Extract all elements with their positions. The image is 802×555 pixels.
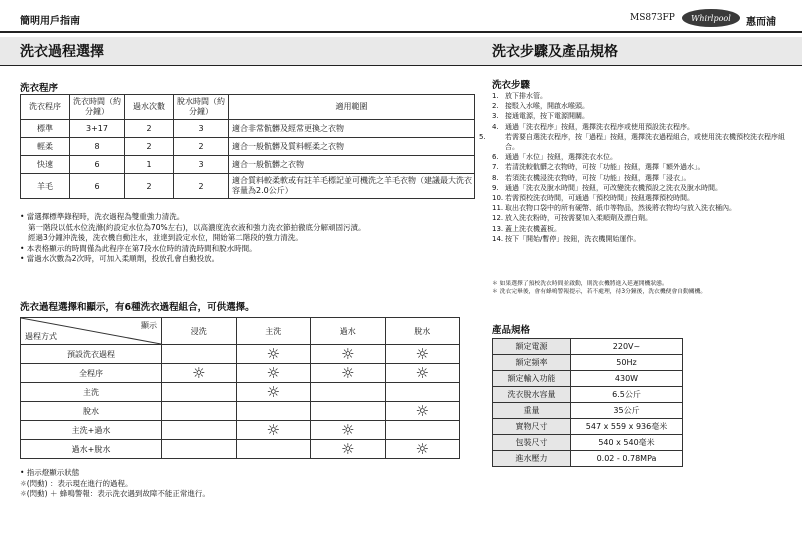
col-header: 脫水 bbox=[385, 318, 460, 345]
table-row bbox=[21, 345, 460, 364]
corner-top-label: 顯示 bbox=[141, 321, 157, 330]
step-text: 通過「洗衣及脫水時間」按鈕，可改變洗衣機預設之洗衣及脫水時間。 bbox=[505, 183, 722, 192]
indicator-light-icon: ☼ bbox=[415, 345, 429, 363]
spec-key: 重量 bbox=[493, 403, 571, 419]
col-header: 過水 bbox=[311, 318, 386, 345]
step-item bbox=[492, 101, 792, 111]
step-number: 4. bbox=[492, 122, 499, 131]
legend-line: • 指示燈顯示狀態 bbox=[20, 468, 80, 477]
step-text: 若須洗衣機浸洗衣物時，可按「功能」按鈕，選擇「浸衣」。 bbox=[505, 173, 691, 182]
col-header: 脫水時間（約分鐘） bbox=[174, 95, 229, 120]
program-heading: 洗衣程序 bbox=[20, 83, 59, 94]
spec-key: 額定頻率 bbox=[493, 355, 571, 371]
step-item bbox=[492, 213, 792, 223]
indicator-cell bbox=[385, 364, 460, 383]
indicator-cell bbox=[385, 383, 460, 402]
steps-list bbox=[479, 91, 792, 244]
table-row bbox=[493, 387, 683, 403]
step-number: 5. bbox=[479, 132, 486, 141]
spin-time: 3 bbox=[174, 120, 229, 138]
note-line: • 當選擇標準錄程時，洗衣過程為雙重強力清洗。 bbox=[20, 212, 185, 221]
step-text: 放入洗衣粉時，可按需要加入柔順劑及漂白劑。 bbox=[505, 214, 652, 223]
step-number: 2. bbox=[492, 102, 499, 111]
scope: 適合一般骯髒及質料輕柔之衣物 bbox=[229, 138, 475, 156]
indicator-cell bbox=[162, 383, 237, 402]
step-item bbox=[492, 152, 792, 162]
col-header: 適用範圍 bbox=[229, 95, 475, 120]
step-text: 若需要自選洗衣程序，按「過程」按鈕，選擇洗衣過程組合，或使用洗衣機預校洗衣程序組合。 bbox=[505, 132, 785, 152]
indicator-light-icon: ☼ bbox=[266, 421, 280, 439]
program-notes bbox=[20, 212, 480, 265]
indicator-cell bbox=[311, 402, 386, 421]
indicator-light-icon: ☼ bbox=[415, 440, 429, 458]
indicator-cell bbox=[236, 402, 311, 421]
spec-value: 220V~ bbox=[571, 339, 683, 355]
rinse-count: 2 bbox=[125, 138, 174, 156]
footnote: ＊ 如果選擇了預校洗衣時間並啟動，則洗衣機將進入延遲開機狀態。 bbox=[492, 281, 668, 287]
spec-value: 430W bbox=[571, 371, 683, 387]
scope: 適合質料較柔軟或有註羊毛標記並可機洗之羊毛衣物（建議最大洗衣容量為2.0公斤） bbox=[229, 174, 475, 199]
indicator-cell bbox=[311, 421, 386, 440]
spec-key: 進水壓力 bbox=[493, 451, 571, 467]
step-text: 取出衣物口袋中的所有硬幣、紙巾等物品，然後將衣物均勻放入洗衣桶內。 bbox=[505, 204, 736, 213]
indicator-cell bbox=[311, 364, 386, 383]
table-row bbox=[493, 339, 683, 355]
wash-time: 6 bbox=[70, 174, 125, 199]
step-number: 10. bbox=[492, 194, 504, 203]
wash-time: 8 bbox=[70, 138, 125, 156]
program-table bbox=[20, 94, 475, 199]
wash-time: 6 bbox=[70, 156, 125, 174]
indicator-light-icon: ☼ bbox=[266, 383, 280, 401]
step-text: 通過「洗衣程序」按鈕，選擇洗衣程序或使用預設洗衣程序。 bbox=[505, 122, 694, 131]
note-line: • 本表格顯示的時間僅為此程序在第7段水位時的清洗時間和脫水時間。 bbox=[20, 243, 257, 253]
table-row bbox=[493, 371, 683, 387]
indicator-cell bbox=[162, 440, 237, 459]
step-number: 12. bbox=[492, 214, 504, 223]
indicator-light-icon: ☼ bbox=[341, 440, 355, 458]
indicator-light-icon: ☼ bbox=[341, 421, 355, 439]
step-item bbox=[492, 203, 792, 213]
table-row bbox=[493, 451, 683, 467]
guide-title: 簡明用戶指南 bbox=[20, 16, 80, 27]
indicator-light-icon: ☼ bbox=[266, 364, 280, 382]
table-row bbox=[21, 421, 460, 440]
right-section-title: 洗衣步驟及產品規格 bbox=[492, 44, 618, 60]
step-text: 按下「開始/暫停」按鈕，洗衣機開始運作。 bbox=[505, 234, 641, 243]
col-header: 浸洗 bbox=[162, 318, 237, 345]
indicator-light-icon: ☼ bbox=[341, 364, 355, 382]
note-line: • 當過水次數為2次時，可加入柔順劑，投放孔會自動投放。 bbox=[20, 254, 220, 263]
steps-heading: 洗衣步驟 bbox=[492, 80, 531, 91]
header-rule bbox=[0, 31, 802, 33]
step-number: 8. bbox=[492, 173, 499, 182]
spec-heading: 產品規格 bbox=[492, 325, 531, 336]
step-item bbox=[479, 132, 792, 152]
wash-time: 3+17 bbox=[70, 120, 125, 138]
indicator-cell bbox=[236, 440, 311, 459]
spin-time: 3 bbox=[174, 156, 229, 174]
step-text: 通過「水位」按鈕，選擇洗衣水位。 bbox=[505, 153, 617, 162]
table-row bbox=[21, 440, 460, 459]
step-text: 若需預校洗衣時間，可通過「預校時間」按鈕選擇預校時間。 bbox=[505, 194, 694, 203]
step-text: 接駁入水喉，開啟水喉頭。 bbox=[505, 102, 589, 111]
table-row bbox=[21, 156, 475, 174]
indicator-light-icon: ☼ bbox=[266, 345, 280, 363]
note-line: 經過3分鐘沖洗後，洗衣機自動注水，並達到設定水位，開始第二階段的強力清洗。 bbox=[28, 233, 303, 242]
step-number: 1. bbox=[492, 92, 499, 100]
combo-label: 主洗+過水 bbox=[21, 421, 162, 440]
indicator-cell bbox=[236, 383, 311, 402]
corner-cell bbox=[21, 318, 162, 345]
col-header: 主洗 bbox=[236, 318, 311, 345]
combo-label: 主洗 bbox=[21, 383, 162, 402]
combo-label: 全程序 bbox=[21, 364, 162, 383]
corner-bottom-label: 過程方式 bbox=[25, 332, 57, 341]
indicator-cell bbox=[385, 345, 460, 364]
steps-footnotes bbox=[492, 280, 792, 296]
step-item bbox=[492, 193, 792, 203]
indicator-cell bbox=[162, 421, 237, 440]
section-band bbox=[0, 37, 802, 65]
table-row bbox=[21, 138, 475, 156]
table-row bbox=[21, 383, 460, 402]
legend-line: ☼(閃動) ＋ 蜂鳴警報：表示洗衣遇到故障不能正常進行。 bbox=[20, 489, 210, 498]
rinse-count: 1 bbox=[125, 156, 174, 174]
indicator-cell bbox=[385, 402, 460, 421]
spin-time: 2 bbox=[174, 138, 229, 156]
scope: 適合非常骯髒及經常更換之衣物 bbox=[229, 120, 475, 138]
table-row bbox=[493, 355, 683, 371]
left-section-title: 洗衣過程選擇 bbox=[20, 44, 104, 60]
rinse-count: 2 bbox=[125, 120, 174, 138]
spec-value: 0.02 - 0.78MPa bbox=[571, 451, 683, 467]
program-name: 輕柔 bbox=[21, 138, 70, 156]
combo-label: 過水+脫水 bbox=[21, 440, 162, 459]
indicator-cell bbox=[236, 345, 311, 364]
col-header: 洗衣程序 bbox=[21, 95, 70, 120]
step-item bbox=[492, 183, 792, 193]
indicator-cell bbox=[162, 402, 237, 421]
step-item bbox=[492, 173, 792, 183]
col-header: 洗衣時間（約分鐘） bbox=[70, 95, 125, 120]
indicator-light-icon: ☼ bbox=[415, 402, 429, 420]
spec-value: 540 x 540毫米 bbox=[571, 435, 683, 451]
table-row bbox=[21, 120, 475, 138]
spec-table bbox=[492, 338, 683, 467]
step-text: 若清洗較骯髒之衣物時，可按「功能」按鈕，選擇「額外過水」。 bbox=[505, 163, 705, 172]
spec-value: 547 x 559 x 936毫米 bbox=[571, 419, 683, 435]
spin-time: 2 bbox=[174, 174, 229, 199]
step-item bbox=[492, 234, 792, 244]
spec-value: 6.5公斤 bbox=[571, 387, 683, 403]
step-number: 14. bbox=[492, 234, 504, 243]
brand-name: 惠而浦 bbox=[746, 17, 776, 28]
step-item bbox=[492, 122, 792, 132]
program-name: 標準 bbox=[21, 120, 70, 138]
spec-key: 洗衣脫水容量 bbox=[493, 387, 571, 403]
step-number: 13. bbox=[492, 224, 504, 233]
indicator-light-icon: ☼ bbox=[415, 364, 429, 382]
step-number: 3. bbox=[492, 112, 499, 121]
footnote: ＊ 洗衣完畢後，會有蜂鳴警報提示，若不處理，待3分鐘後，洗衣機便會自動關機。 bbox=[492, 289, 707, 296]
step-item bbox=[492, 111, 792, 121]
indicator-cell bbox=[162, 345, 237, 364]
band-rule bbox=[0, 65, 802, 66]
step-item bbox=[492, 224, 792, 234]
step-item bbox=[492, 162, 792, 172]
step-number: 11. bbox=[492, 204, 504, 213]
model-number: MS873FP bbox=[630, 13, 675, 23]
table-row bbox=[21, 174, 475, 199]
indicator-cell bbox=[236, 421, 311, 440]
step-number: 6. bbox=[492, 153, 499, 162]
indicator-legend bbox=[20, 468, 210, 500]
scope: 適合一般骯髒之衣物 bbox=[229, 156, 475, 174]
spec-key: 額定電源 bbox=[493, 339, 571, 355]
table-row bbox=[21, 364, 460, 383]
indicator-light-icon: ☼ bbox=[192, 364, 206, 382]
legend-line: ☼(閃動) ：表示現在進行的過程。 bbox=[20, 478, 133, 488]
step-number: 9. bbox=[492, 183, 499, 192]
step-text: 蓋上洗衣機蓋板。 bbox=[505, 224, 561, 233]
indicator-light-icon: ☼ bbox=[341, 345, 355, 363]
table-row bbox=[493, 419, 683, 435]
program-name: 羊毛 bbox=[21, 174, 70, 199]
spec-key: 額定輸入功能 bbox=[493, 371, 571, 387]
combo-heading: 洗衣過程選擇和顯示，有6種洗衣過程組合，可供選擇。 bbox=[20, 302, 255, 313]
combo-label: 脫水 bbox=[21, 402, 162, 421]
indicator-cell bbox=[311, 383, 386, 402]
rinse-count: 2 bbox=[125, 174, 174, 199]
step-number: 7. bbox=[492, 163, 499, 172]
indicator-cell bbox=[385, 440, 460, 459]
indicator-cell bbox=[236, 364, 311, 383]
note-line: 第一階段以低水位洗滌(約設定水位為70%左右)，以高濃度洗衣液和強力洗衣節拍徹底分解頑固污漬。 bbox=[28, 222, 366, 232]
indicator-cell bbox=[311, 440, 386, 459]
table-row bbox=[493, 435, 683, 451]
step-text: 放下排水管。 bbox=[505, 92, 547, 100]
spec-value: 50Hz bbox=[571, 355, 683, 371]
spec-key: 包裝尺寸 bbox=[493, 435, 571, 451]
table-row bbox=[21, 402, 460, 421]
step-text: 接通電源，按下電源開關。 bbox=[505, 112, 589, 121]
indicator-cell bbox=[162, 364, 237, 383]
combo-label: 預設洗衣過程 bbox=[21, 345, 162, 364]
program-name: 快速 bbox=[21, 156, 70, 174]
spec-key: 實物尺寸 bbox=[493, 419, 571, 435]
spec-value: 35公斤 bbox=[571, 403, 683, 419]
indicator-cell bbox=[385, 421, 460, 440]
indicator-cell bbox=[311, 345, 386, 364]
combo-table bbox=[20, 317, 460, 459]
col-header: 過水次數 bbox=[125, 95, 174, 120]
table-row bbox=[493, 403, 683, 419]
step-item bbox=[492, 91, 792, 101]
brand-logo: Whirlpool bbox=[682, 9, 740, 27]
